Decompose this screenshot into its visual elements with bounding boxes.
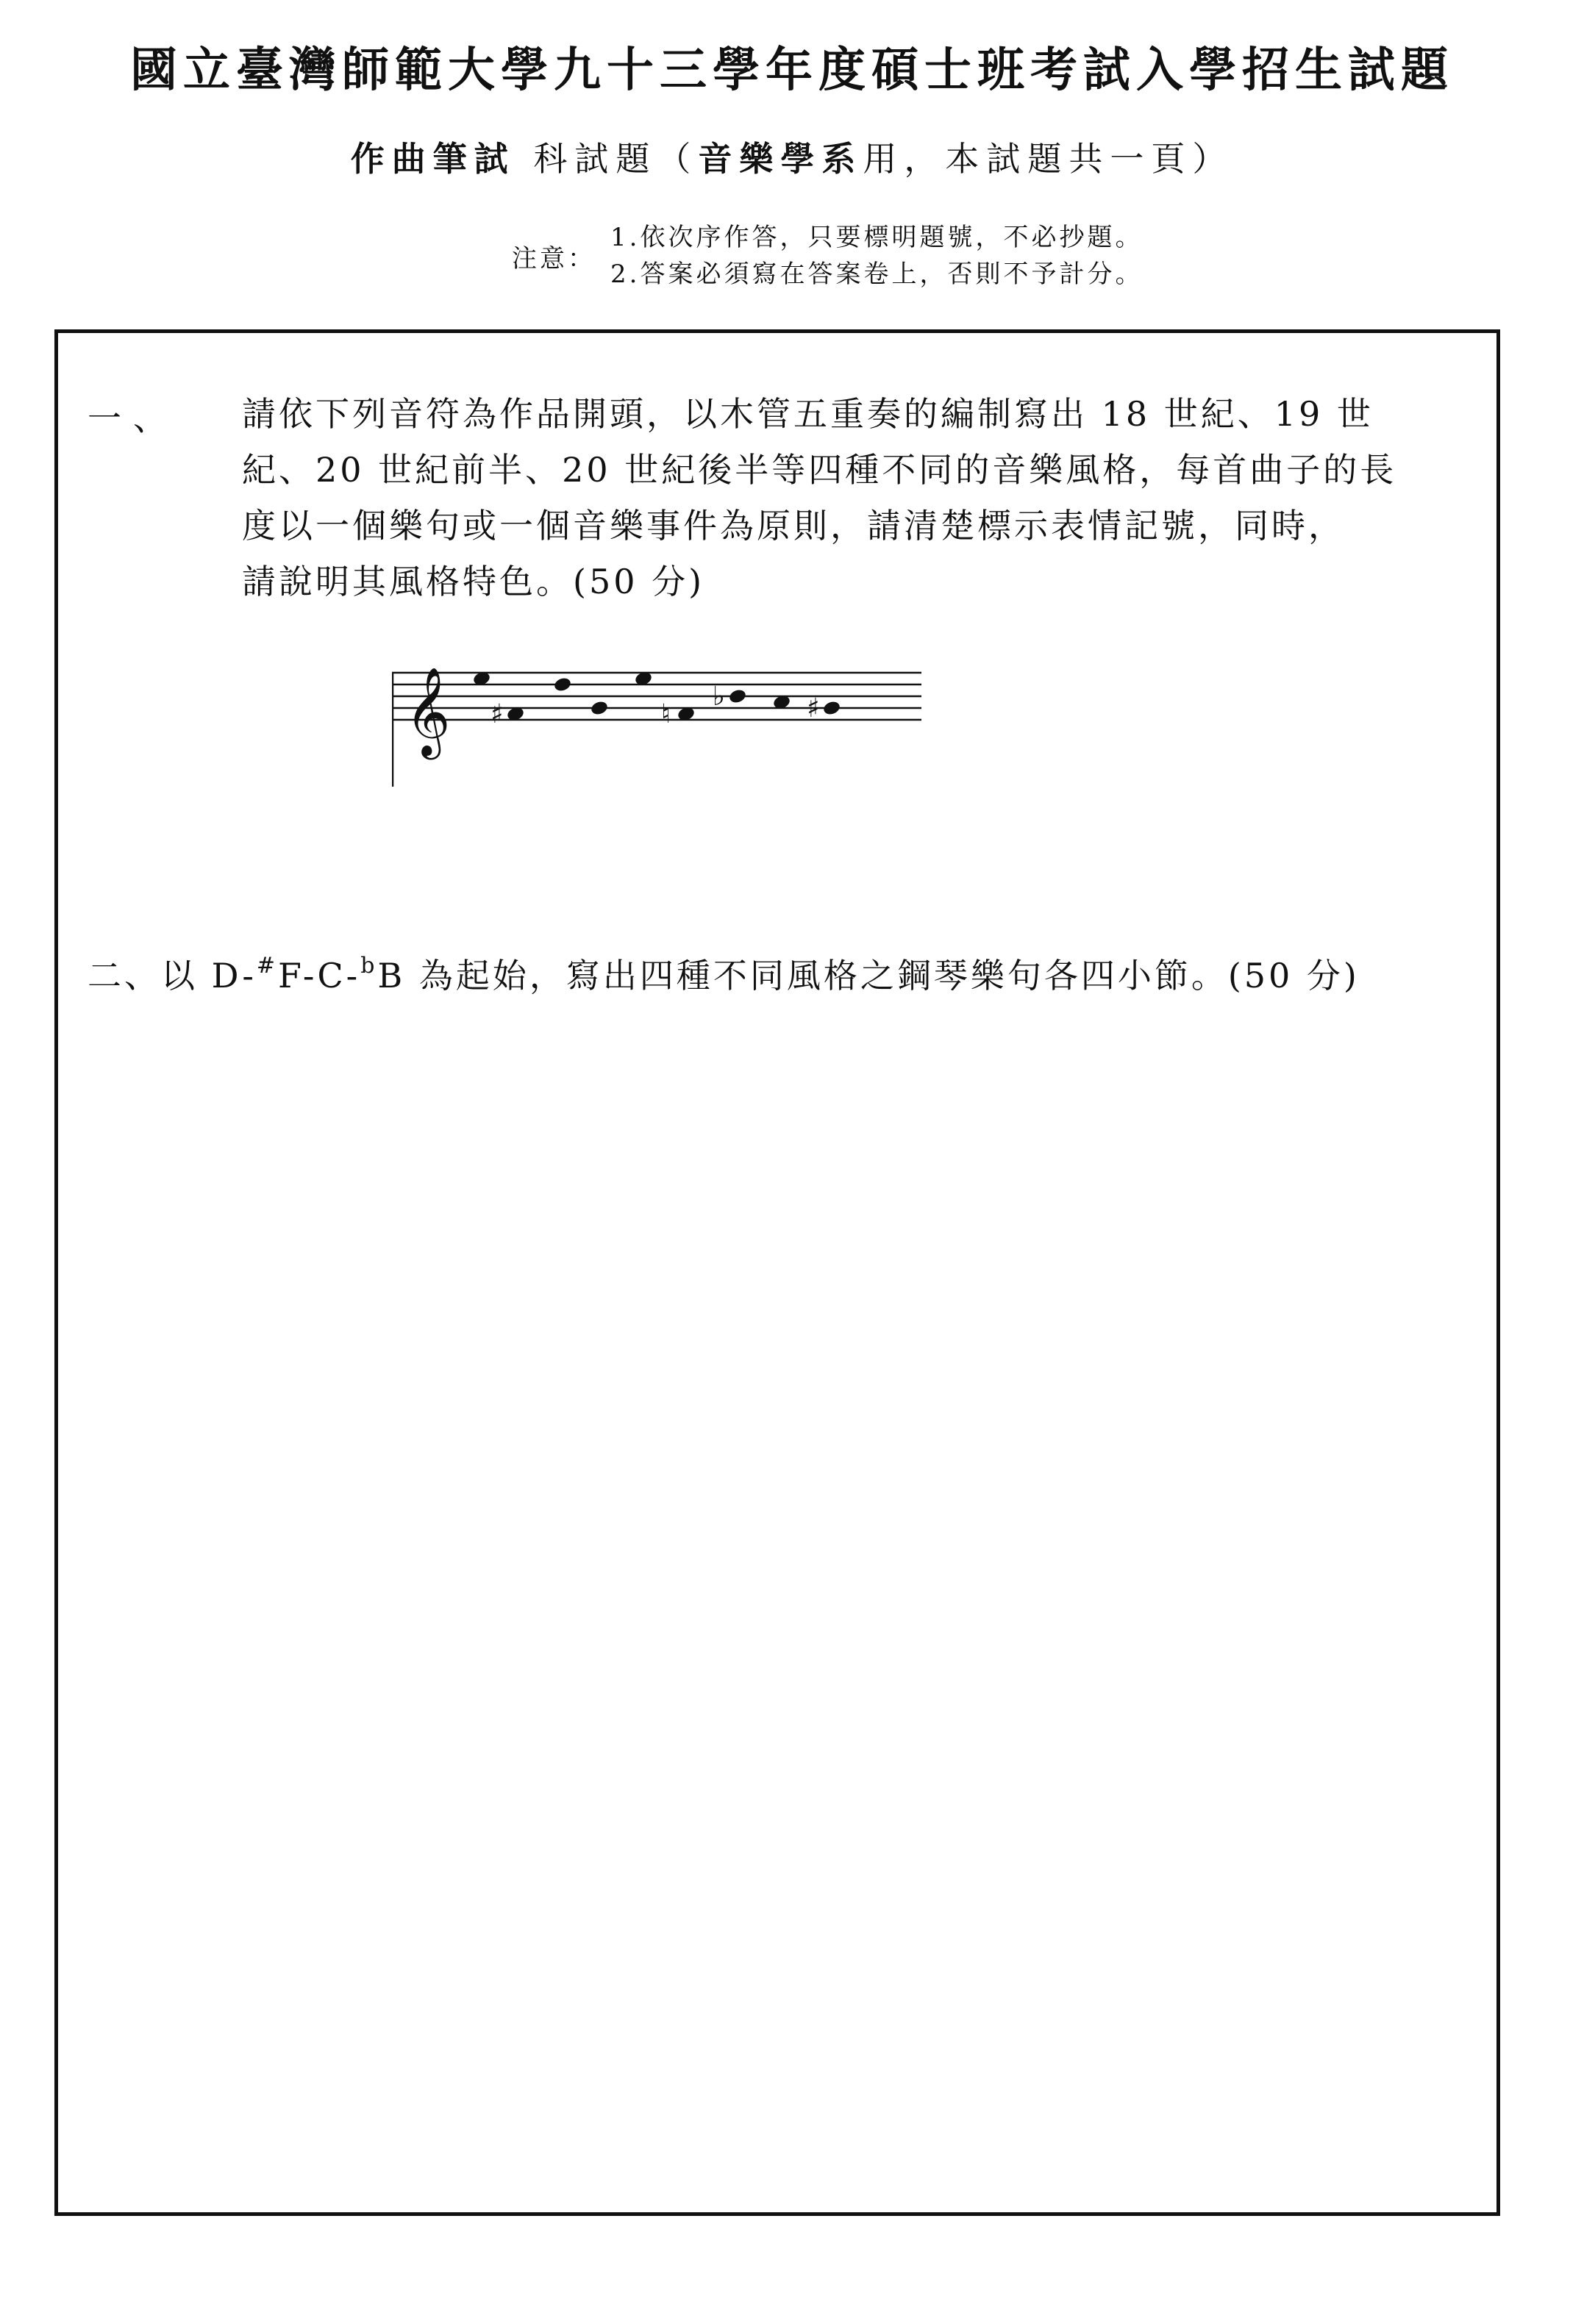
notice-items bbox=[610, 219, 1143, 293]
question-number: 一、 bbox=[88, 398, 179, 438]
question-text-mid: F-C- bbox=[278, 956, 361, 995]
question-text bbox=[242, 392, 1396, 615]
question-line: 請說明其風格特色。(50 分) bbox=[242, 562, 705, 601]
exam-subject-suffix: 科試題（ bbox=[533, 139, 699, 179]
notice-item: 1.依次序作答，只要標明題號，不必抄題。 bbox=[610, 223, 1144, 252]
flat-icon: ♭ bbox=[713, 682, 725, 712]
question-2 bbox=[88, 949, 1360, 998]
note-head bbox=[728, 688, 747, 705]
exam-subject: 作曲筆試 bbox=[350, 139, 515, 179]
notice-label: 注意： bbox=[512, 243, 596, 273]
notice bbox=[512, 219, 1143, 293]
question-line: 紀、20 世紀前半、20 世紀後半等四種不同的音樂風格，每首曲子的長 bbox=[242, 450, 1397, 490]
question-frame bbox=[54, 329, 1500, 2216]
treble-clef-icon: 𝄞 bbox=[405, 666, 451, 756]
notice-item: 2.答案必須寫在答案卷上，否則不予計分。 bbox=[610, 260, 1144, 289]
question-line: 度以一個樂句或一個音樂事件為原則，請清楚標示表情記號，同時， bbox=[242, 506, 1345, 546]
exam-department-suffix: 用，本試題共一頁） bbox=[863, 139, 1234, 179]
question-line: 請依下列音符為作品開頭，以木管五重奏的編制寫出 18 世紀、19 世 bbox=[242, 394, 1374, 434]
staff-lines bbox=[392, 673, 921, 720]
note-head bbox=[822, 700, 841, 717]
question-text-start: 以 D- bbox=[161, 956, 257, 995]
note-head bbox=[553, 676, 572, 693]
sharp-sign: # bbox=[256, 952, 279, 979]
flat-sign: b bbox=[360, 952, 378, 979]
note-head bbox=[590, 700, 609, 717]
exam-subtitle bbox=[0, 132, 1584, 181]
natural-icon: ♮ bbox=[661, 699, 671, 729]
question-text-end: B 為起始，寫出四種不同風格之鋼琴樂句各四小節。(50 分) bbox=[377, 956, 1360, 995]
page-title: 國立臺灣師範大學九十三學年度碩士班考試入學招生試題 bbox=[130, 43, 1454, 98]
music-staff bbox=[392, 651, 936, 790]
exam-department: 音樂學系 bbox=[698, 139, 863, 179]
question-number: 二、 bbox=[88, 956, 161, 995]
sharp-icon: ♯ bbox=[490, 699, 504, 729]
sharp-icon: ♯ bbox=[807, 693, 820, 723]
